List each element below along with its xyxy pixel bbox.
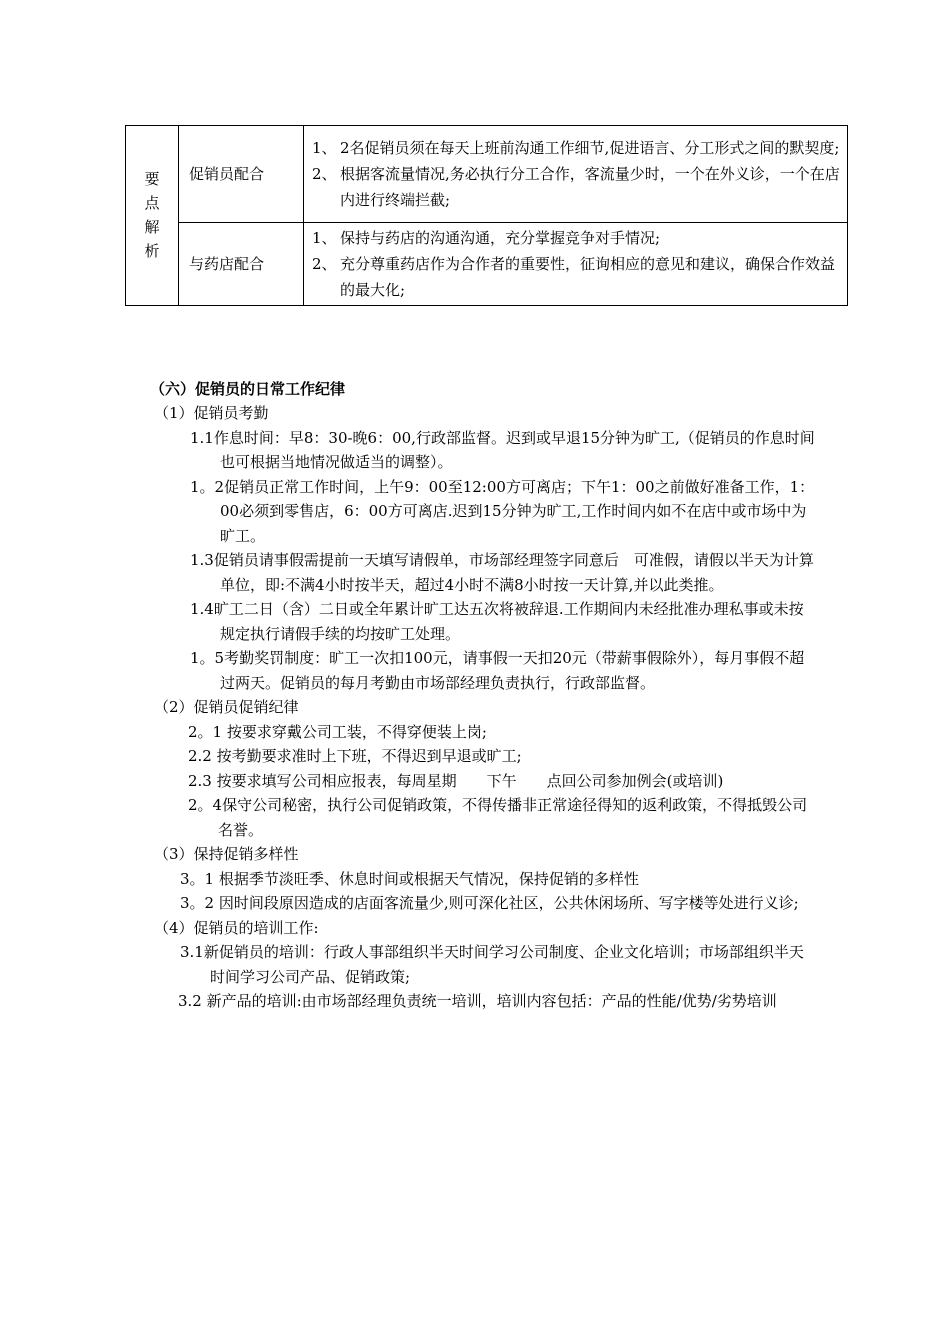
table-row [126,223,848,306]
subsection-heading: （2）促销员促销纪律 [154,698,299,716]
item-text: 充分尊重药店作为合作者的重要性，征询相应的意见和建议，确保合作效益的最大化; [340,255,836,299]
list-item [312,135,841,161]
category-label: 促销员配合 [189,165,265,183]
paragraph: 2。1 按要求穿戴公司工装，不得穿便装上岗; [188,722,487,741]
paragraph: 2.3 按要求填写公司相应报表，每周星期 下午 点回公司参加例会(或培训) [188,771,724,790]
paragraph: 2。4保守公司秘密，执行公司促销政策，不得传播非正常途径得知的返利政策，不得抵毁公司名誉。 [188,796,808,839]
content-cell [304,126,848,223]
list-item [312,161,841,213]
table-row [126,126,848,223]
item-number: 2、 [312,255,337,273]
paragraph: 3.1新促销员的培训：行政人事部组织半天时间学习公司制度、企业文化培训；市场部组织半天时间学习公司产品、促销政策; [180,943,804,986]
side-label: 要点解析 [144,170,160,260]
item-text: 2名促销员须在每天上班前沟通工作细节,促进语言、分工形式之间的默契度; [340,139,840,157]
category-label: 与药店配合 [189,255,265,273]
subsection-heading: （3）保持促销多样性 [154,845,299,863]
paragraph: 1。5考勤奖罚制度：旷工一次扣100元，请事假一天扣20元（带薪事假除外），每月事假不超过两天。促销员的每月考勤由市场部经理负责执行，行政部监督。 [190,649,805,692]
paragraph: 3.2 新产品的培训:由市场部经理负责统一培训，培训内容包括：产品的性能/优势/劣势培训 [178,992,777,1010]
list-item [312,251,841,303]
subsection-heading: （1）促销员考勤 [154,404,269,422]
paragraph: 2.2 按考勤要求准时上下班，不得迟到早退或旷工; [188,747,522,765]
paragraph: 1。2促销员正常工作时间，上午9：00至12:00方可离店；下午1：00之前做好准备工作，1：00必须到零售店，6：00方可离店.迟到15分钟为旷工,工作时间内如不在店中或市场中为旷工。 [190,477,815,545]
list-item [312,225,841,251]
item-number: 1、 [312,139,337,157]
content-cell [304,223,848,306]
item-text: 根据客流量情况,务必执行分工合作，客流量少时，一个在外义诊，一个在店内进行终端拦截; [340,165,840,209]
paragraph: 1.1作息时间：早8：30-晚6：00,行政部监督。迟到或早退15分钟为旷工,（促销员的作息时间也可根据当地情况做适当的调整）。 [190,428,815,471]
paragraph: 1.3促销员请事假需提前一天填写请假单，市场部经理签字同意后 可准假，请假以半天为计算单位，即:不满4小时按半天，超过4小时不满8小时按一天计算,并以此类推。 [190,551,814,594]
item-text: 保持与药店的沟通沟通，充分掌握竞争对手情况; [340,229,661,247]
section-title: （六）促销员的日常工作纪律 [150,380,346,398]
subsection-heading: （4）促销员的培训工作: [154,918,319,937]
key-points-table [125,125,848,306]
category-cell [179,223,304,306]
paragraph: 3。2 因时间段原因造成的店面客流量少,则可深化社区，公共休闲场所、写字楼等处进行义诊; [180,894,799,912]
side-label-cell [126,126,179,306]
paragraph: 1.4旷工二日（含）二日或全年累计旷工达五次将被辞退.工作期间内未经批准办理私事或未按规定执行请假手续的均按旷工处理。 [190,600,804,643]
item-number: 2、 [312,165,337,183]
paragraph: 3。1 根据季节淡旺季、休息时间或根据天气情况，保持促销的多样性 [180,869,639,888]
item-number: 1、 [312,229,337,247]
section-body [150,401,815,1014]
category-cell [179,126,304,223]
